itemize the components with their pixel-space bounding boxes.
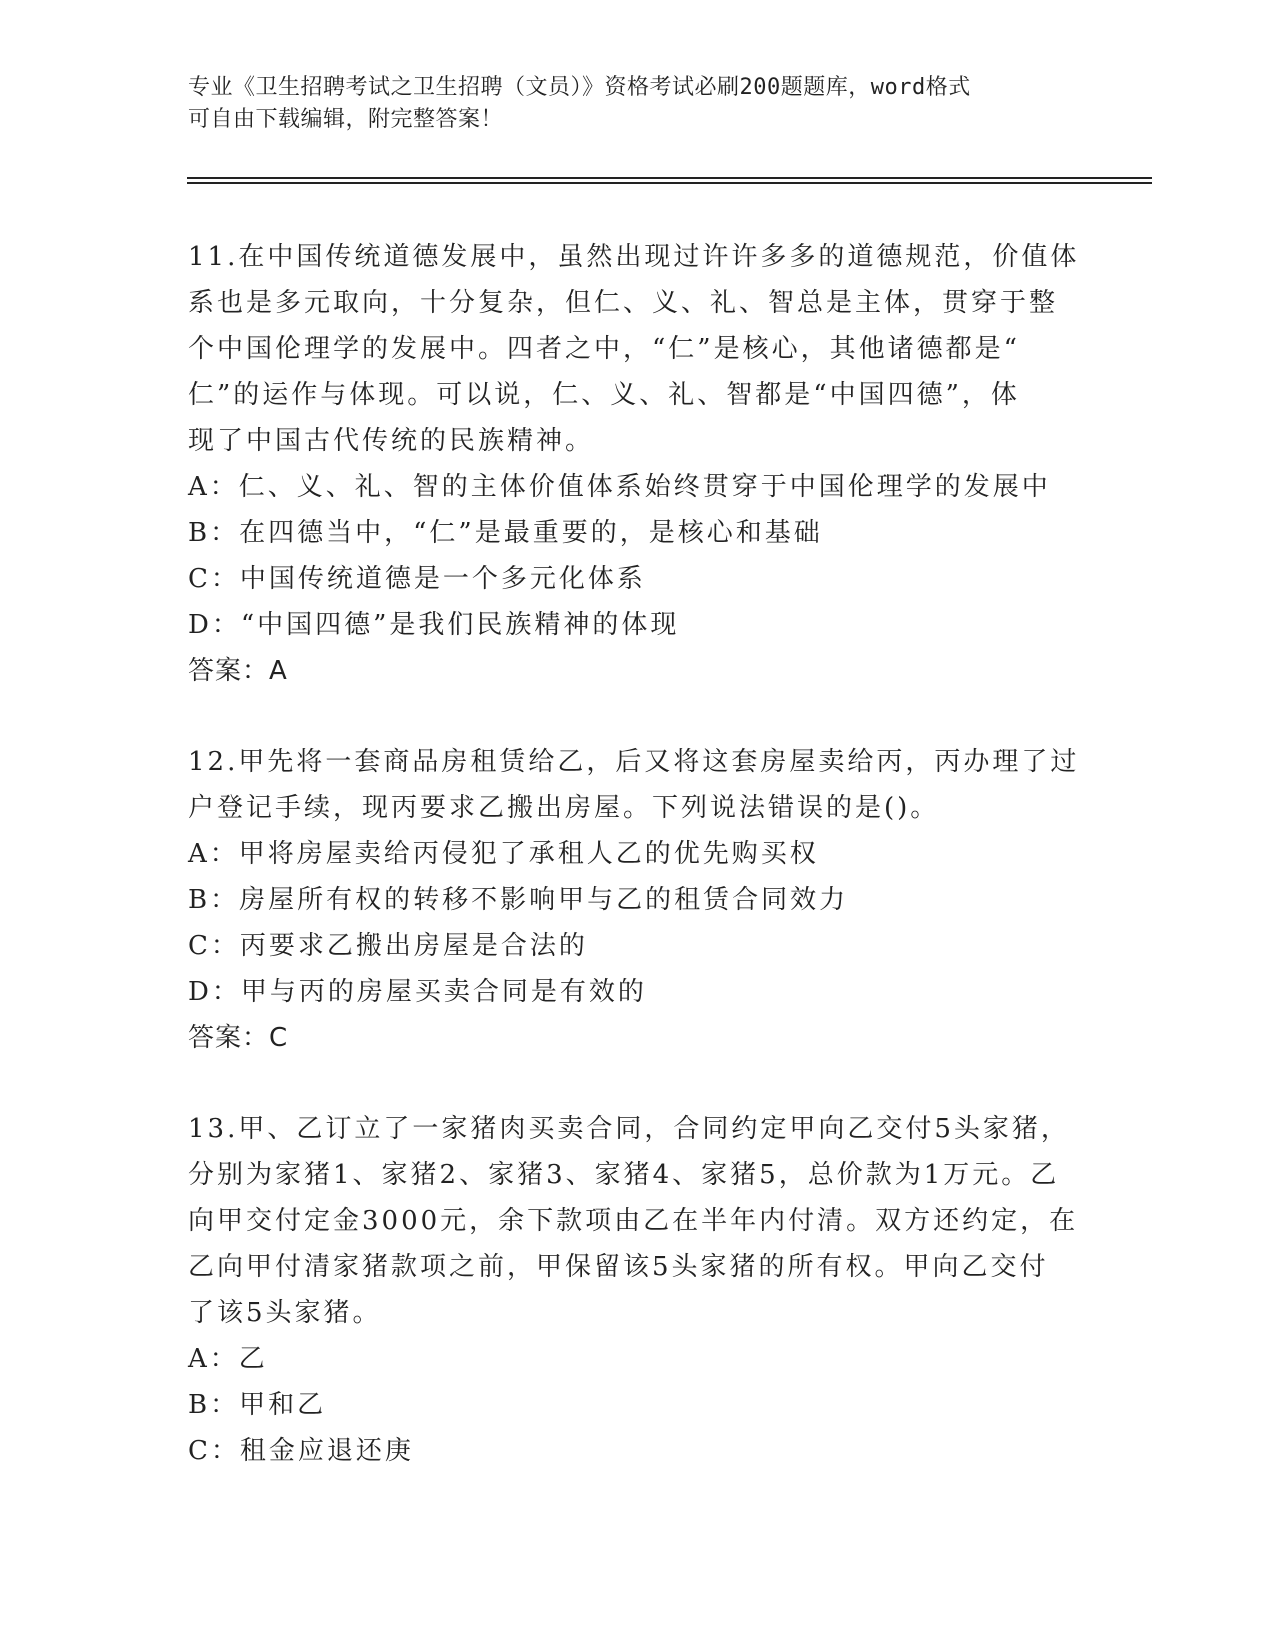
header-line-2: 可自由下载编辑，附完整答案！ [188,107,504,132]
spacer [188,694,1088,739]
question-text-line: 乙向甲付清家猪款项之前，甲保留该5头家猪的所有权。甲向乙交付 [188,1252,1049,1282]
header-divider-top [187,177,1152,179]
question-list [188,234,1088,1474]
question-13 [188,1106,1088,1474]
spacer [188,1061,1088,1106]
question-12 [188,739,1088,1061]
document-header [188,72,1068,136]
option-b: B：房屋所有权的转移不影响甲与乙的租赁合同效力 [188,885,849,915]
option-d: D：“中国四德”是我们民族精神的体现 [188,610,680,640]
option-c: C：中国传统道德是一个多元化体系 [188,564,646,594]
answer: 答案：C [188,1023,289,1053]
option-b: B：甲和乙 [188,1390,327,1420]
question-text-line: 仁”的运作与体现。可以说，仁、义、礼、智都是“中国四德”，体 [188,380,1020,410]
question-11 [188,234,1088,694]
question-text-line: 现了中国古代传统的民族精神。 [188,426,595,456]
question-text-line: 个中国伦理学的发展中。四者之中，“仁”是核心，其他诸德都是“ [188,334,1020,364]
question-text-line: 向甲交付定金3000元，余下款项由乙在半年内付清。双方还约定，在 [188,1206,1079,1236]
option-a: A：乙 [188,1344,268,1374]
header-divider-bottom [187,182,1152,184]
option-c: C：丙要求乙搬出房屋是合法的 [188,931,588,961]
question-text-line: 13.甲、乙订立了一家猪肉买卖合同，合同约定甲向乙交付5头家猪， [188,1114,1070,1144]
option-b: B：在四德当中，“仁”是最重要的，是核心和基础 [188,518,823,548]
option-d: D：甲与丙的房屋买卖合同是有效的 [188,977,647,1007]
answer: 答案：A [188,656,288,686]
option-a: A：仁、义、礼、智的主体价值体系始终贯穿于中国伦理学的发展中 [188,472,1051,502]
header-line-1: 专业《卫生招聘考试之卫生招聘（文员）》资格考试必刷200题题库，word格式 [188,75,971,100]
question-text-line: 系也是多元取向，十分复杂，但仁、义、礼、智总是主体，贯穿于整 [188,288,1059,318]
option-a: A：甲将房屋卖给丙侵犯了承租人乙的优先购买权 [188,839,819,869]
question-text-line: 分别为家猪1、家猪2、家猪3、家猪4、家猪5，总价款为1万元。乙 [188,1160,1060,1190]
question-text-line: 了该5头家猪。 [188,1298,382,1328]
option-c: C：租金应退还庚 [188,1436,414,1466]
question-text-line: 户登记手续，现丙要求乙搬出房屋。下列说法错误的是()。 [188,793,940,823]
question-text-line: 12.甲先将一套商品房租赁给乙，后又将这套房屋卖给丙，丙办理了过 [188,747,1080,777]
question-text-line: 11.在中国传统道德发展中，虽然出现过许许多多的道德规范，价值体 [188,242,1080,272]
